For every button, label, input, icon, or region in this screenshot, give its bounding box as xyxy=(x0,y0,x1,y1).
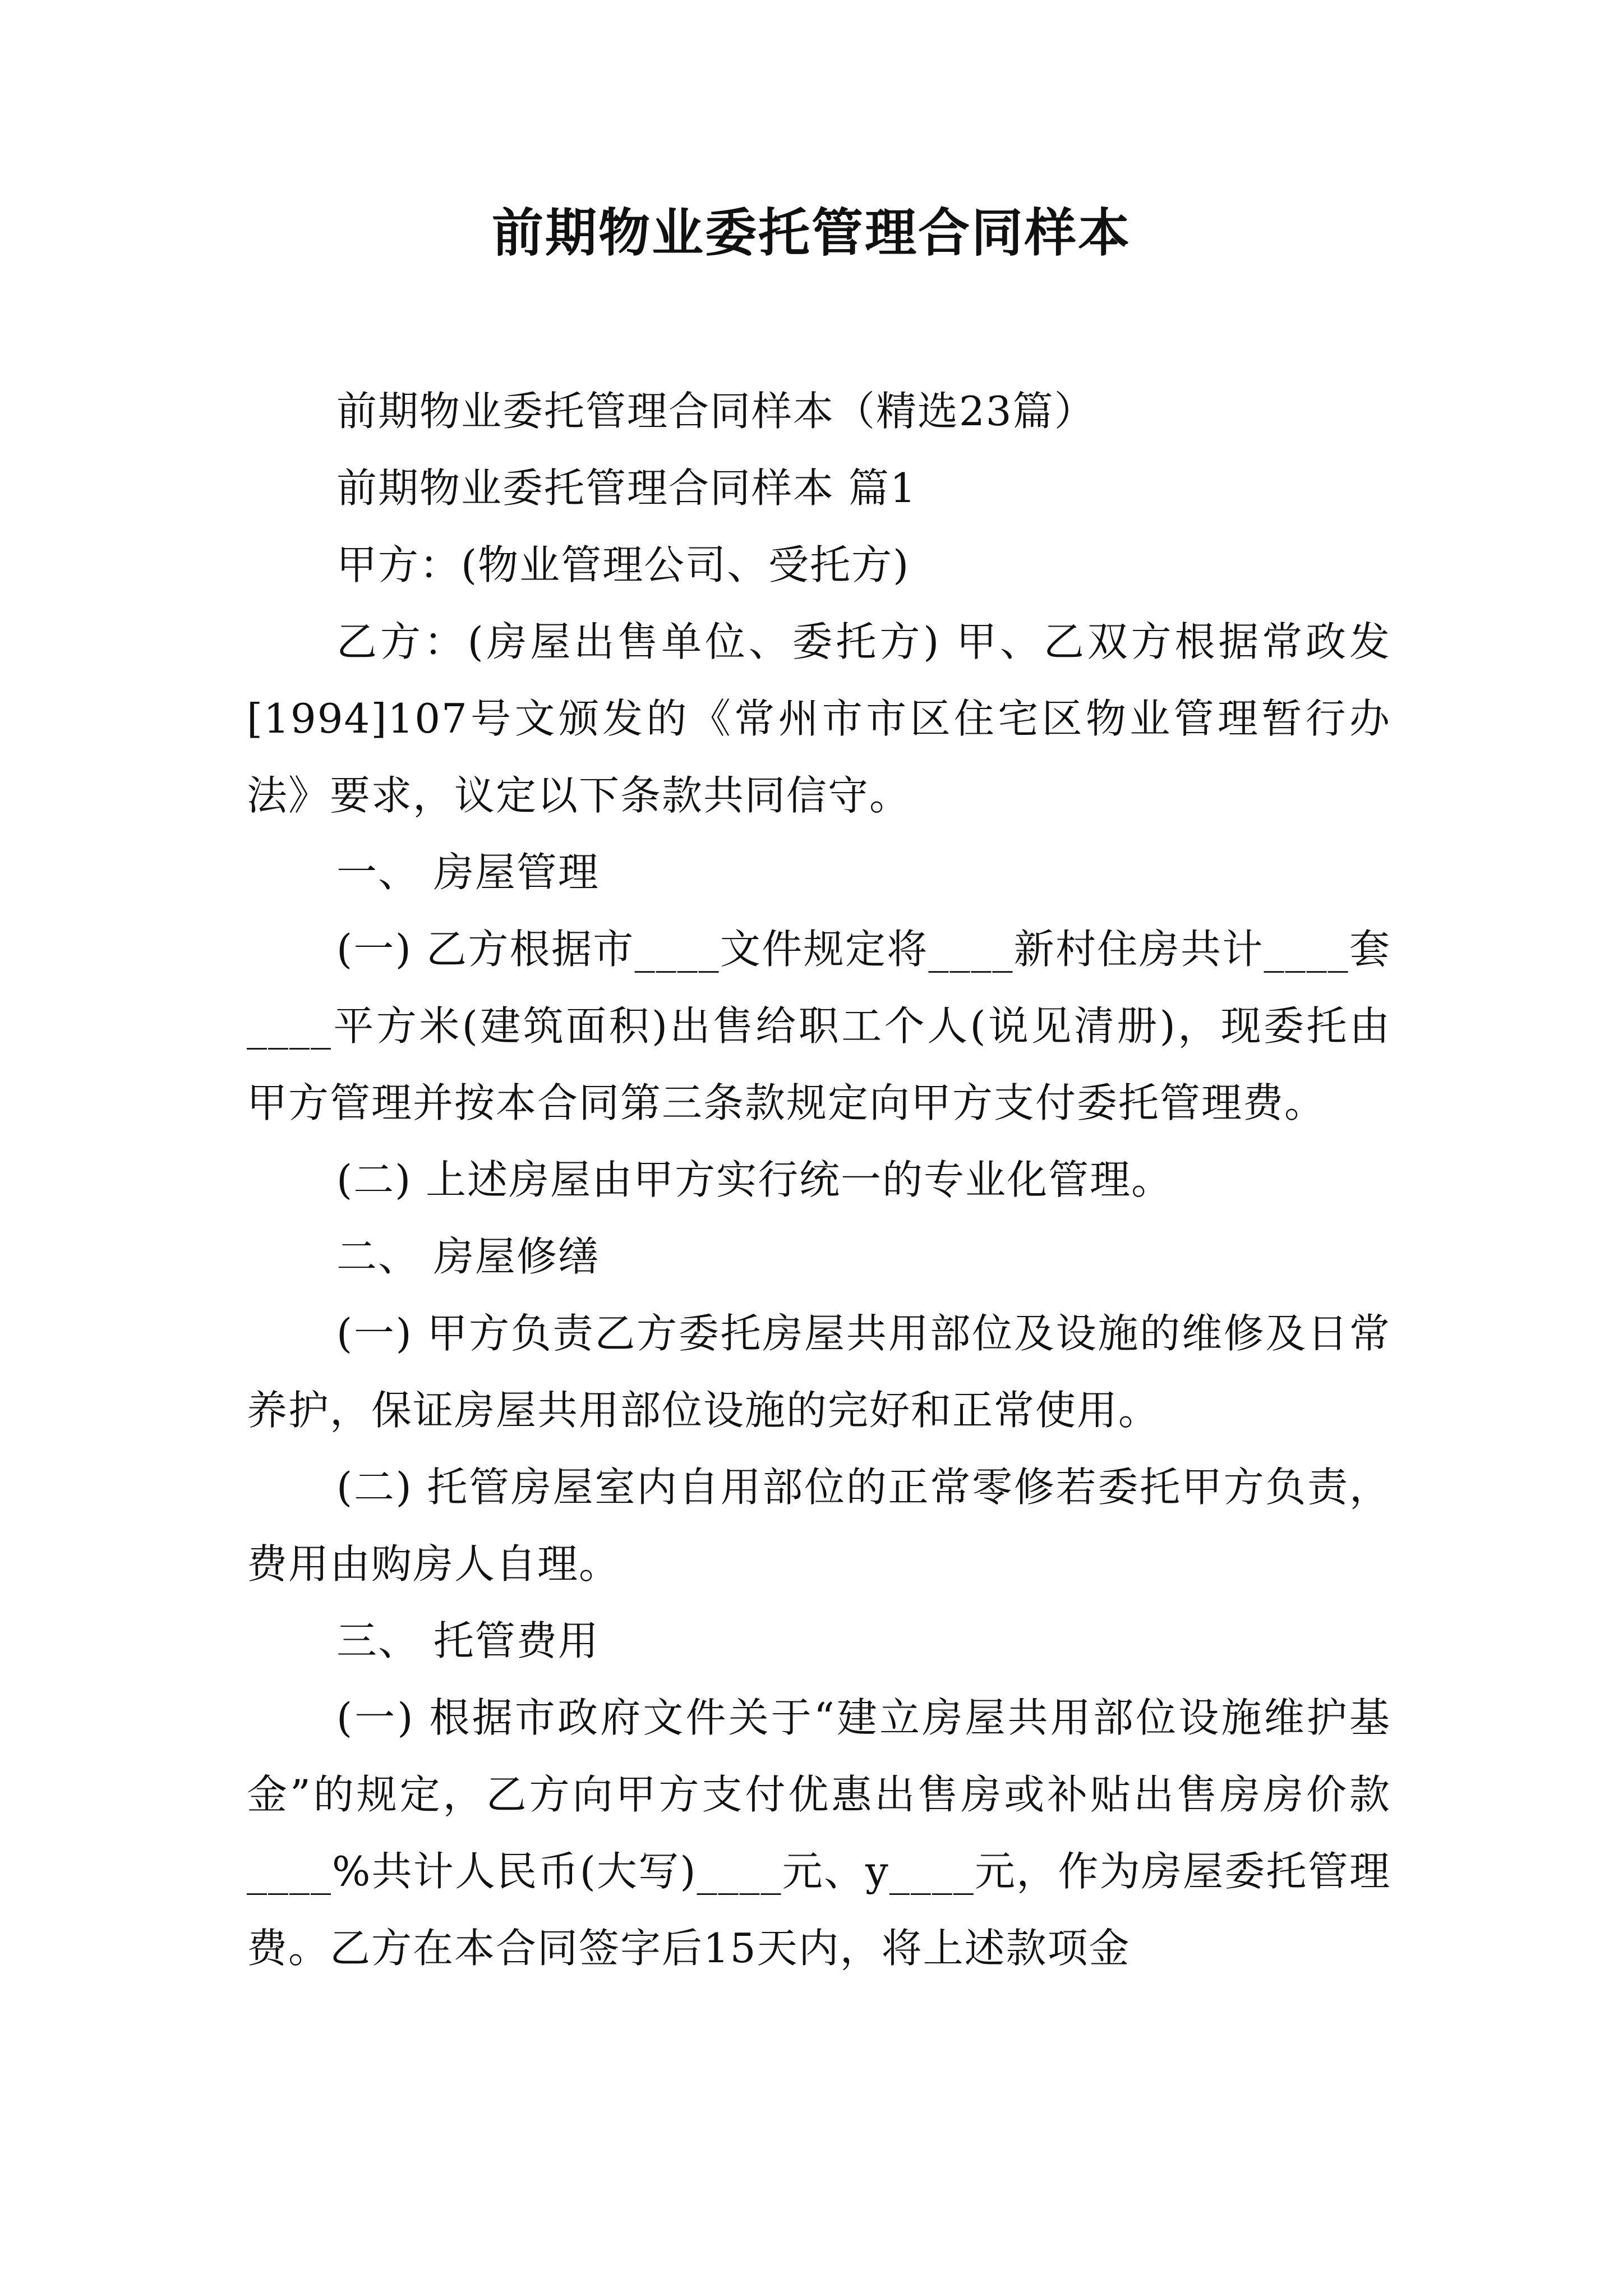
document-title: 前期物业委托管理合同样本 xyxy=(491,203,1131,263)
paragraph-party-b: 乙方：(房屋出售单位、委托方) 甲、乙双方根据常政发[1994]107号文颁发的《常州市市区住宅区物业管理暂行办法》要求，议定以下条款共同信守。 xyxy=(247,618,1391,819)
paragraph-part-heading: 前期物业委托管理合同样本 篇1 xyxy=(336,464,917,512)
section-heading-housing-management: 一、 房屋管理 xyxy=(336,849,600,896)
paragraph-party-a: 甲方：(物业管理公司、受托方) xyxy=(336,541,910,588)
paragraph-clause-2-2: (二) 托管房屋室内自用部位的正常零修若委托甲方负责，费用由购房人自理。 xyxy=(247,1464,1391,1588)
paragraph-collection-title: 前期物业委托管理合同样本（精选23篇） xyxy=(336,388,1096,435)
section-heading-repairs: 二、 房屋修缮 xyxy=(336,1233,600,1280)
paragraph-clause-1-1: (一) 乙方根据市____文件规定将____新村住房共计____套____平方米(建筑面积)出售给职工个人(说见清册)，现委托由甲方管理并按本合同第三条款规定向甲方支付委托管理费。 xyxy=(247,926,1391,1126)
paragraph-clause-1-2: (二) 上述房屋由甲方实行统一的专业化管理。 xyxy=(336,1156,1173,1203)
section-heading-fees: 三、 托管费用 xyxy=(336,1617,600,1664)
paragraph-clause-2-1: (一) 甲方负责乙方委托房屋共用部位及设施的维修及日常养护，保证房屋共用部位设施的完好和正常使用。 xyxy=(247,1310,1391,1434)
paragraph-clause-3-1: (一) 根据市政府文件关于“建立房屋共用部位设施维护基金”的规定，乙方向甲方支付优惠出售房或补贴出售房房价款____%共计人民币(大写)____元、y____元，作为房屋委托管理费。乙方在本合同签字后15天内，将上述款项金 xyxy=(247,1694,1391,1972)
document-body xyxy=(247,373,1391,1987)
